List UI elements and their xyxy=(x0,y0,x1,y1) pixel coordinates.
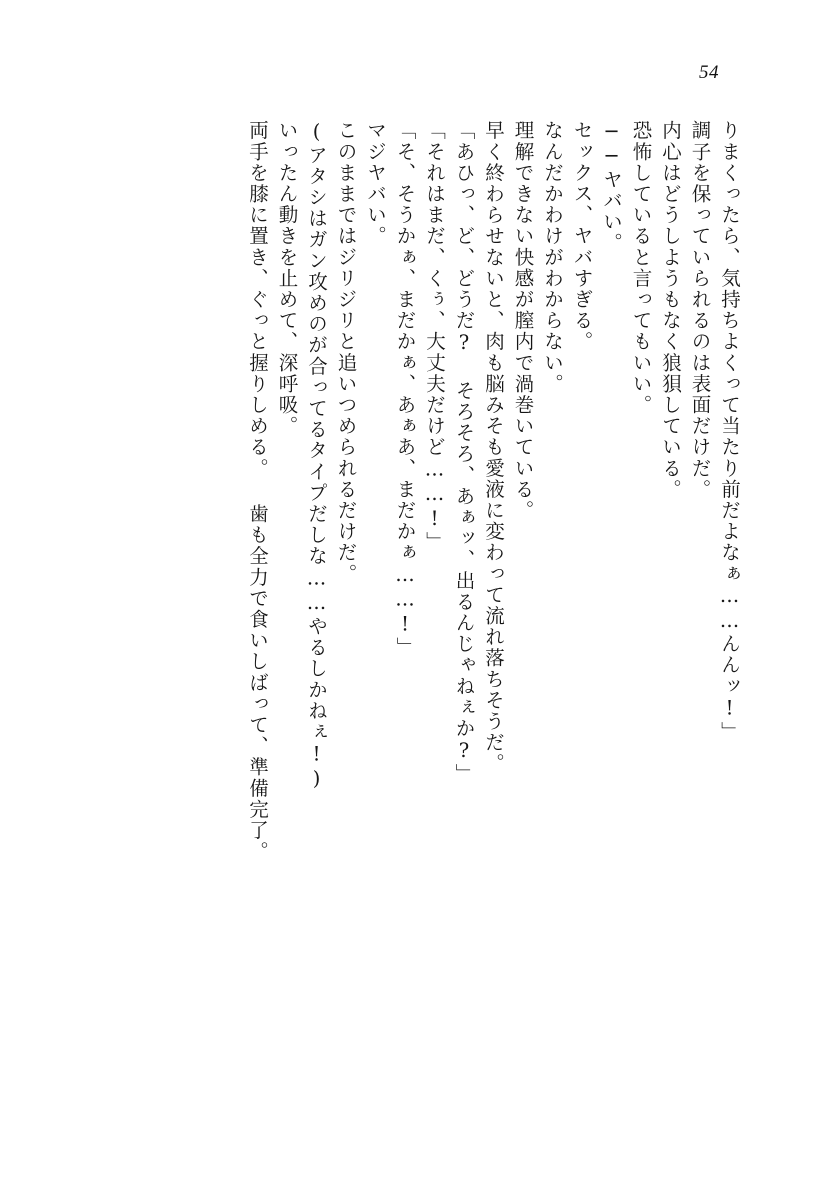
text-column: 理解できない快感が膣内で渦巻いている。 xyxy=(511,120,535,521)
vertical-text-block xyxy=(79,120,739,980)
text-column: ──ヤバい。 xyxy=(600,120,623,254)
text-column: 両手を膝に置き、ぐっと握りしめる。 歯も全力で食いしばって、準備完了。 xyxy=(246,120,269,862)
text-column: (アタシはガン攻めのが合ってるタイプだしな……やるしかねぇ!) xyxy=(305,120,328,792)
text-column: マジヤバい。 xyxy=(364,120,387,247)
page-number: 54 xyxy=(699,62,719,83)
text-column: 早く終わらせないと、肉も脳みそも愛液に変わって流れ落ちそうだ。 xyxy=(482,120,505,775)
text-column: 調子を保っていられるのは表面だけだ。 xyxy=(688,120,712,500)
text-column: このままではジリジリと追いつめられるだけだ。 xyxy=(334,120,358,585)
text-column: セックス、ヤバすぎる。 xyxy=(570,120,594,353)
text-column: 「あひっ、ど、どうだ? そろそろ、あぁッ、出るんじゃねぇか?」 xyxy=(452,120,476,785)
text-column: 「そ、そうかぁ、まだかぁ、あぁあ、まだかぁ……!」 xyxy=(393,120,417,658)
text-column: いったん動きを止めて、深呼吸。 xyxy=(275,120,299,437)
text-column: 内心はどうしようもなく狼狽している。 xyxy=(659,120,682,500)
text-column: 恐怖していると言ってもいい。 xyxy=(629,120,653,416)
text-column: 「それはまだ、くぅ、大丈夫だけど……!」 xyxy=(423,120,446,553)
text-column: なんだかわけがわからない。 xyxy=(541,120,564,395)
text-column: りまくったら、気持ちよくって当たり前だよなぁ……んんッ!」 xyxy=(718,120,741,743)
